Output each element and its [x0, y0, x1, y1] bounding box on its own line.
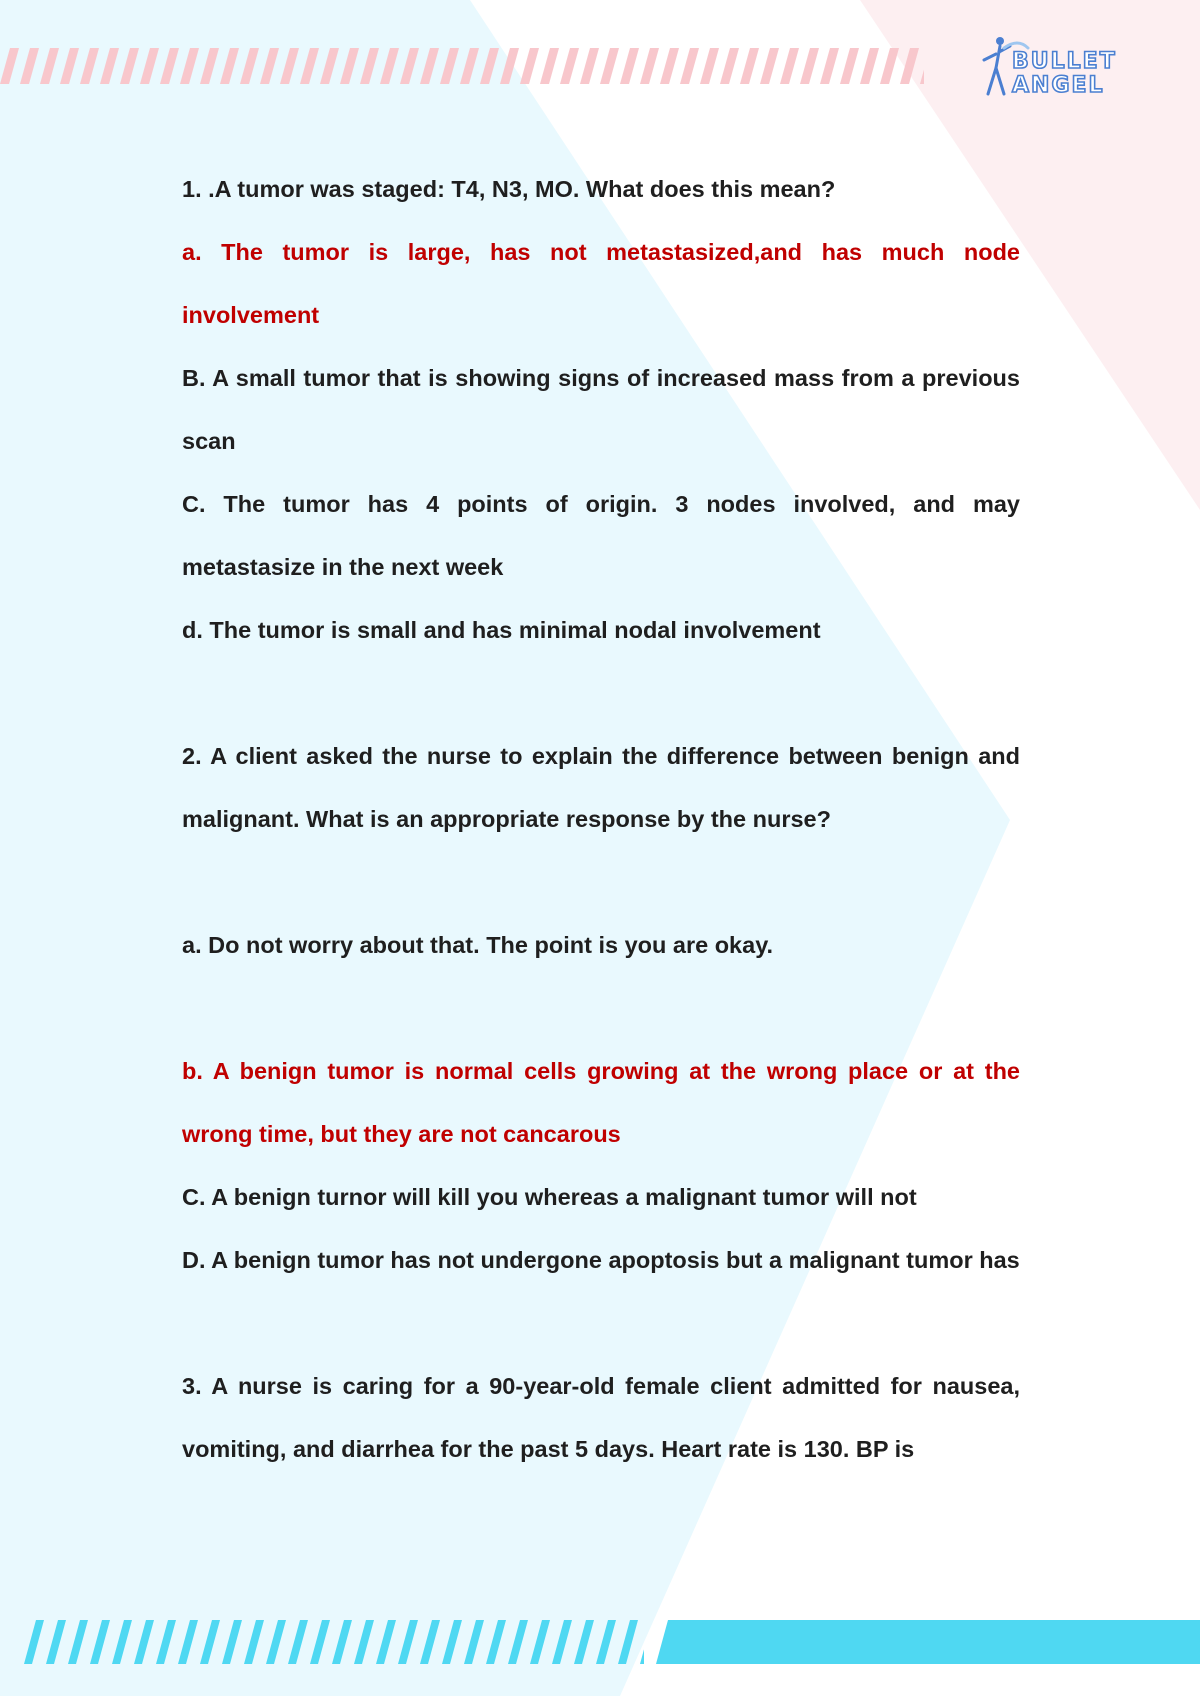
- top-stripe-band: [0, 48, 924, 84]
- document-body: [182, 158, 1020, 1481]
- question-2-option-d: D. A benign tumor has not undergone apoptosis but a malignant tumor has: [182, 1247, 1020, 1273]
- question-1-option-b: B. A small tumor that is showing signs of increased mass from a previous scan: [182, 365, 1020, 454]
- question-2-option-a: a. Do not worry about that. The point is you are okay.: [182, 932, 774, 958]
- logo-line2: ANGEL: [1012, 73, 1105, 98]
- bottom-stripe-band: [24, 1620, 1200, 1664]
- question-3-text: 3. A nurse is caring for a 90-year-old female client admitted for nausea, vomiting, and diarrhea for the past 5 days. Heart rate is 130. BP is: [182, 1373, 1020, 1462]
- question-1-text: 1. .A tumor was staged: T4, N3, MO. What does this mean?: [182, 176, 836, 202]
- question-2-option-c: C. A benign turnor will kill you whereas a malignant tumor will not: [182, 1184, 917, 1210]
- question-1-option-c: C. The tumor has 4 points of origin. 3 nodes involved, and may metastasize in the next week: [182, 491, 1020, 580]
- question-2-text: 2. A client asked the nurse to explain the difference between benign and malignant. What is an appropriate response by the nurse?: [182, 743, 1020, 832]
- bullet-angel-logo: [978, 34, 1148, 100]
- question-2-option-b-correct: b. A benign tumor is normal cells growing at the wrong place or at the wrong time, but they are not cancarous: [182, 1058, 1020, 1147]
- question-1-option-a-correct: a. The tumor is large, has not metastasized,and has much node involvement: [182, 239, 1020, 328]
- logo-line1: BULLET: [1012, 49, 1117, 74]
- question-1-option-d: d. The tumor is small and has minimal nodal involvement: [182, 617, 821, 643]
